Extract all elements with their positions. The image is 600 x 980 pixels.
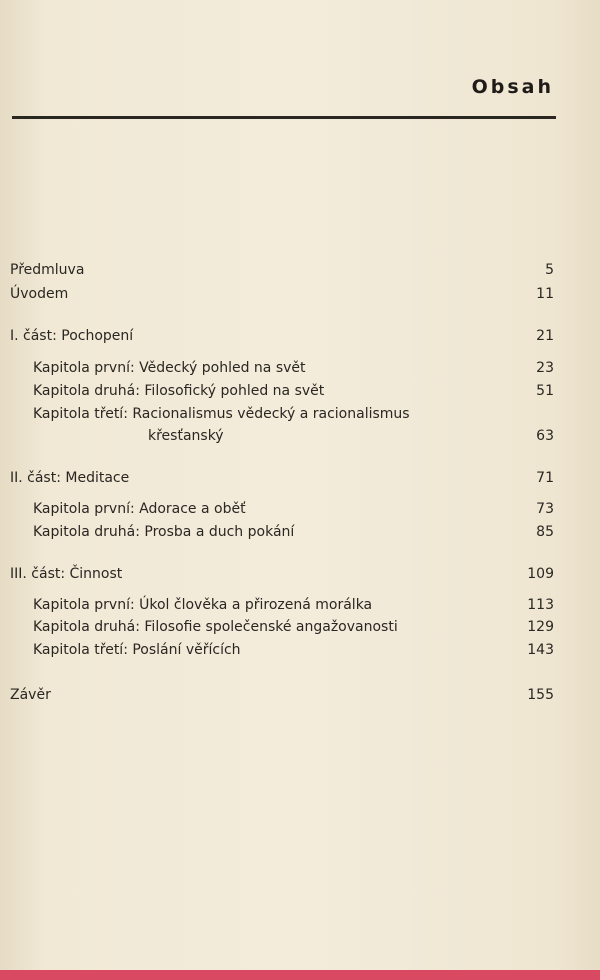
toc-entry-p1c1 — [33, 359, 554, 377]
toc-page: 21 — [536, 328, 554, 344]
toc-label: II. část: Meditace — [10, 470, 130, 486]
toc-entry-part3 — [10, 565, 554, 583]
toc-page: 51 — [536, 383, 554, 399]
toc-label: Kapitola druhá: Filosofický pohled na svět — [33, 383, 325, 399]
toc-entry-predmluva — [10, 261, 554, 279]
page-title: Obsah — [471, 76, 554, 98]
toc-label: křesťanský — [148, 428, 224, 444]
toc-entry-p1c3 — [33, 405, 554, 423]
toc-label: Kapitola třetí: Racionalismus vědecký a racionalismus — [33, 406, 410, 422]
toc-page: 73 — [536, 501, 554, 517]
toc-page: 5 — [545, 262, 554, 278]
toc-label: Kapitola první: Adorace a oběť — [33, 501, 246, 517]
toc-page: 63 — [536, 428, 554, 444]
page-edge-strip — [0, 970, 600, 980]
toc-label: III. část: Činnost — [10, 566, 123, 582]
toc-page: 109 — [527, 566, 554, 582]
toc-label: Kapitola druhá: Prosba a duch pokání — [33, 524, 295, 540]
toc-entry-p2c1 — [33, 500, 554, 518]
toc-label: Úvodem — [10, 286, 69, 302]
toc-label: Závěr — [10, 687, 51, 703]
toc-entry-part1 — [10, 327, 554, 345]
toc-page: 85 — [536, 524, 554, 540]
toc-entry-p1c2 — [33, 382, 554, 400]
toc-page: 113 — [527, 597, 554, 613]
toc-page: 71 — [536, 470, 554, 486]
toc-entry-part2 — [10, 469, 554, 487]
toc-entry-zaver — [10, 686, 554, 704]
toc-entry-p1c3-cont — [148, 427, 554, 445]
toc-entry-p3c1 — [33, 596, 554, 614]
toc-page: 11 — [536, 286, 554, 302]
toc-label: Kapitola první: Úkol člověka a přirozená morálka — [33, 597, 373, 613]
title-rule — [12, 116, 556, 119]
toc-label: Kapitola druhá: Filosofie společenské angažovanosti — [33, 619, 398, 635]
toc-page: 23 — [536, 360, 554, 376]
toc-label: Kapitola třetí: Poslání věřících — [33, 642, 241, 658]
toc-page: 143 — [527, 642, 554, 658]
toc-label: Kapitola první: Vědecký pohled na svět — [33, 360, 306, 376]
toc-entry-uvodem — [10, 285, 554, 303]
toc-label: Předmluva — [10, 262, 85, 278]
toc-page: 155 — [527, 687, 554, 703]
toc-entry-p3c3 — [33, 641, 554, 659]
toc-entry-p3c2 — [33, 618, 554, 636]
toc-entry-p2c2 — [33, 523, 554, 541]
toc-page: 129 — [527, 619, 554, 635]
toc-label: I. část: Pochopení — [10, 328, 134, 344]
